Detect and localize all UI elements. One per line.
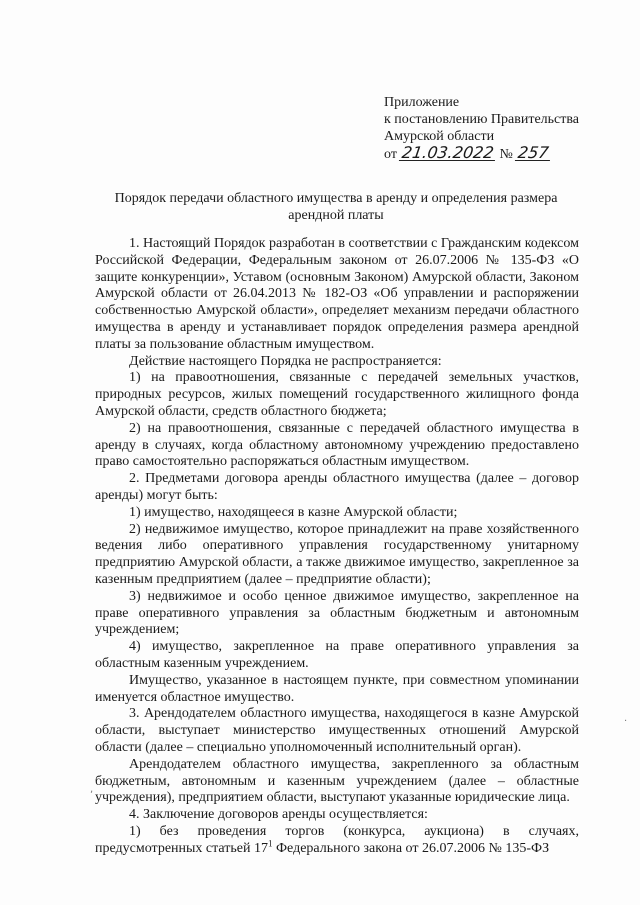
appendix-resolution-line: к постановлению Правительства	[384, 112, 580, 127]
scan-mark-left: ,	[90, 784, 94, 795]
paragraph-2: Действие настоящего Порядка не распространяется:	[129, 353, 442, 369]
appendix-title: Приложение	[384, 95, 460, 110]
title-line-1: Порядок передачи областного имущества в аренду и определения размера	[114, 191, 558, 206]
document-title	[96, 190, 576, 224]
paragraph-3: 1) на правоотношения, связанные с передачей земельных участков, природных ресурсов, жилых помещений государственного жилищного фонда Амурской области, средств областного бюджета;	[95, 370, 579, 419]
appendix-date-number-line	[384, 145, 579, 163]
number-label: №	[499, 147, 513, 162]
paragraph-7: 2) недвижимое имущество, которое принадлежит на праве хозяйственного ведения либо оперативного управления государственному унитарному предприятию Амурской области, а также движимое имущество, закрепленное за казенным предприятием (далее – предприятие области);	[95, 521, 579, 587]
scan-mark-right: ·	[624, 716, 628, 727]
paragraph-14	[95, 824, 579, 858]
handwritten-number: 257	[517, 143, 551, 162]
title-line-2: арендной платы	[288, 208, 384, 223]
paragraph-14-start: 1) без проведения торгов (конкурса, аукциона) в случаях, предусмотренных статьей 17	[95, 823, 579, 856]
document-body	[95, 236, 579, 857]
from-label: от	[384, 147, 397, 162]
paragraph-14-end: Федерального закона от 26.07.2006 № 135-ФЗ	[272, 840, 550, 856]
paragraph-11: 3. Арендодателем областного имущества, находящегося в казне Амурской области, выступает министерство имущественных отношений Амурской области (далее – специально уполномоченный исполнительный орган).	[95, 706, 579, 755]
paragraph-9: 4) имущество, закрепленное на праве оперативного управления за областным казенным учреждением.	[95, 639, 579, 671]
paragraph-8: 3) недвижимое и особо ценное движимое имущество, закрепленное на праве оперативного управления за областным бюджетным и автономным учреждением;	[95, 588, 579, 638]
appendix-region-line: Амурской области	[384, 129, 495, 144]
paragraph-5: 2. Предметами договора аренды областного имущества (далее – договор аренды) могут быть:	[95, 471, 579, 503]
appendix-block	[384, 94, 579, 163]
paragraph-10: Имущество, указанное в настоящем пункте, при совместном упоминании именуется областное имущество.	[95, 672, 579, 705]
paragraph-12: Арендодателем областного имущества, закрепленного за областным бюджетным, автономным и казенным учреждением (далее – областные учреждения), предприятием области, выступают указанные юридические лица.	[95, 756, 579, 806]
article-superscript: 1	[268, 838, 273, 849]
paragraph-6: 1) имущество, находящееся в казне Амурской области;	[129, 504, 458, 520]
paragraph-4: 2) на правоотношения, связанные с передачей областного имущества в аренду в случаях, когда областному автономному учреждению предоставлено право самостоятельно распоряжаться областным имуществом.	[95, 420, 579, 470]
paragraph-13: 4. Заключение договоров аренды осуществляется:	[129, 807, 428, 823]
handwritten-date: 21.03.2022	[401, 143, 496, 162]
paragraph-1: 1. Настоящий Порядок разработан в соответствии с Гражданским кодексом Российской Федерации, Федеральным законом от 26.07.2006 № 135-ФЗ «О защите конкуренции», Уставом (основным Законом) Амурской области, Законом Амурской области от 26.04.2013 № 182-ОЗ «Об управлении и распоряжении собственностью Амурской области», определяет механизм передачи областного имущества в аренду и устанавливает порядок определения размера арендной платы за пользование областным имуществом.	[95, 236, 579, 352]
